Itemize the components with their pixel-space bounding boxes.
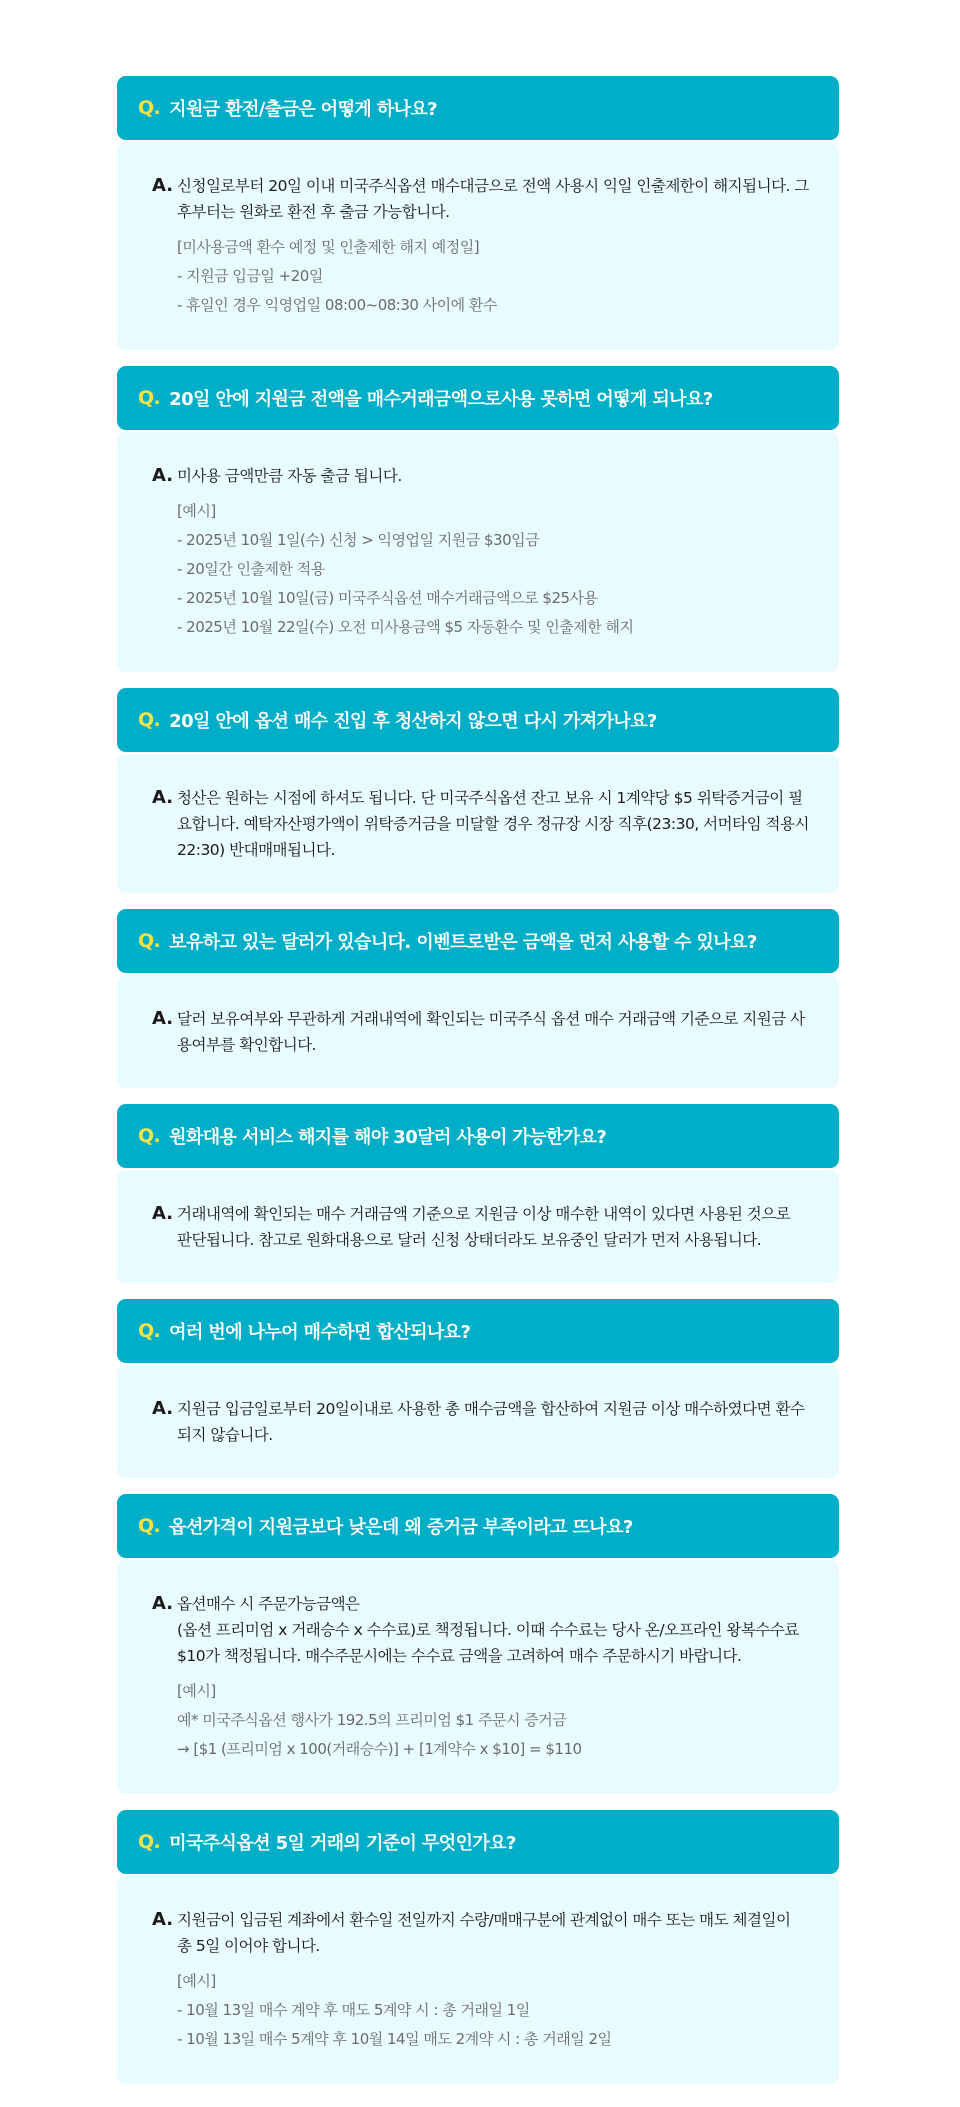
answer-mark-label: A. [152, 1593, 174, 1614]
answer-mark-label: A. [152, 1203, 174, 1224]
faq-question-bar[interactable] [117, 1299, 839, 1363]
answer-mark-label: A. [152, 1008, 174, 1029]
question-mark-label: Q. [138, 930, 161, 952]
note-line: - 10월 13일 매수 5계약 후 10월 14일 매도 2계약 시 : 총 거래일 2일 [177, 2030, 612, 2048]
note-line: - 2025년 10월 22일(수) 오전 미사용금액 $5 자동환수 및 인출제한 해지 [177, 618, 634, 636]
faq-question: 보유하고 있는 달러가 있습니다. 이벤트로받은 금액을 먼저 사용할 수 있나요? [169, 932, 757, 953]
note-line: 예* 미국주식옵션 행사가 192.5의 프리미엄 $1 주문시 증거금 [177, 1711, 567, 1729]
faq-answer-panel [117, 1876, 839, 2084]
question-mark-label: Q. [138, 709, 161, 731]
faq-item [117, 76, 839, 350]
note-line: - 휴일인 경우 익영업일 08:00~08:30 사이에 환수 [177, 296, 497, 314]
faq-answer-panel [117, 1365, 839, 1478]
question-mark-label: Q. [138, 1125, 161, 1147]
faq-answer-panel [117, 754, 839, 893]
question-mark-label: Q. [138, 97, 161, 119]
faq-answer-panel [117, 142, 839, 350]
faq-item [117, 366, 839, 672]
faq-question: 20일 안에 지원금 전액을 매수거래금액으로사용 못하면 어떻게 되나요? [169, 389, 713, 410]
faq-answer: 지원금 입금일로부터 20일이내로 사용한 총 매수금액을 합산하여 지원금 이상 매수하였다면 환수되지 않습니다. [177, 1400, 805, 1444]
faq-question-bar[interactable] [117, 1494, 839, 1558]
faq-question: 지원금 환전/출금은 어떻게 하나요? [169, 99, 438, 120]
note-line: [미사용금액 환수 예정 및 인출제한 해지 예정일] [177, 238, 480, 256]
faq-question: 20일 안에 옵션 매수 진입 후 청산하지 않으면 다시 가져가나요? [169, 711, 657, 732]
faq-item [117, 688, 839, 893]
faq-notes [177, 497, 809, 642]
faq-answer-panel [117, 975, 839, 1088]
faq-answer: 신청일로부터 20일 이내 미국주식옵션 매수대금으로 전액 사용시 익일 인출제한이 해지됩니다. 그 후부터는 원화로 환전 후 출금 가능합니다. [177, 177, 809, 221]
faq-question-bar[interactable] [117, 366, 839, 430]
note-line: [예시] [177, 1972, 216, 1990]
question-mark-label: Q. [138, 1515, 161, 1537]
faq-answer-panel [117, 1560, 839, 1794]
faq-question-bar[interactable] [117, 1810, 839, 1874]
faq-notes [177, 233, 809, 320]
faq-question: 원화대용 서비스 해지를 해야 30달러 사용이 가능한가요? [169, 1127, 607, 1148]
note-line: - 2025년 10월 10일(금) 미국주식옵션 매수거래금액으로 $25사용 [177, 589, 598, 607]
faq-answer: 거래내역에 확인되는 매수 거래금액 기준으로 지원금 이상 매수한 내역이 있다면 사용된 것으로 판단됩니다. 참고로 원화대용으로 달러 신청 상태더라도 보유중인 달러가 먼저 사용됩니다. [177, 1205, 791, 1249]
question-mark-label: Q. [138, 1320, 161, 1342]
faq-answer: 옵션매수 시 주문가능금액은 (옵션 프리미엄 x 거래승수 x 수수료)로 책정됩니다. 이때 수수료는 당사 온/오프라인 왕복수수료 $10가 책정됩니다. 매수주문시에는 수수료 금액을 고려하여 매수 주문하시기 바랍니다. [177, 1595, 799, 1665]
faq-question-bar[interactable] [117, 688, 839, 752]
note-line: - 20일간 인출제한 적용 [177, 560, 325, 578]
faq-item [117, 1494, 839, 1794]
faq-answer-panel [117, 432, 839, 672]
faq-answer: 지원금이 입금된 계좌에서 환수일 전일까지 수량/매매구분에 관계없이 매수 또는 매도 체결일이 총 5일 이어야 합니다. [177, 1911, 791, 1955]
faq-question: 여러 번에 나누어 매수하면 합산되나요? [169, 1322, 471, 1343]
faq-question: 미국주식옵션 5일 거래의 기준이 무엇인가요? [169, 1833, 516, 1854]
answer-mark-label: A. [152, 465, 174, 486]
note-line: - 2025년 10월 1일(수) 신청 > 익영업일 지원금 $30입금 [177, 531, 540, 549]
question-mark-label: Q. [138, 1831, 161, 1853]
answer-mark-label: A. [152, 175, 174, 196]
note-line: [예시] [177, 1682, 216, 1700]
faq-notes [177, 1677, 809, 1764]
faq-answer: 달러 보유여부와 무관하게 거래내역에 확인되는 미국주식 옵션 매수 거래금액 기준으로 지원금 사용여부를 확인합니다. [177, 1010, 805, 1054]
faq-question-bar[interactable] [117, 909, 839, 973]
faq-answer: 청산은 원하는 시점에 하셔도 됩니다. 단 미국주식옵션 잔고 보유 시 1계약당 $5 위탁증거금이 필요합니다. 예탁자산평가액이 위탁증거금을 미달할 경우 정규장 시장 직후(23:30, 서머타임 적용시 22:30) 반대매매됩니다. [177, 789, 809, 859]
answer-mark-label: A. [152, 1909, 174, 1930]
question-mark-label: Q. [138, 387, 161, 409]
faq-item [117, 1810, 839, 2084]
faq-question: 옵션가격이 지원금보다 낮은데 왜 증거금 부족이라고 뜨나요? [169, 1517, 633, 1538]
faq-item [117, 909, 839, 1088]
faq-answer-panel [117, 1170, 839, 1283]
faq-question-bar[interactable] [117, 76, 839, 140]
faq-notes [177, 1967, 809, 2054]
faq-item [117, 1299, 839, 1478]
faq-list [117, 76, 839, 2100]
note-line: - 지원금 입금일 +20일 [177, 267, 323, 285]
answer-mark-label: A. [152, 1398, 174, 1419]
answer-mark-label: A. [152, 787, 174, 808]
note-line: → [$1 (프리미엄 x 100(거래승수)] + [1계약수 x $10] = $110 [177, 1740, 582, 1758]
faq-question-bar[interactable] [117, 1104, 839, 1168]
note-line: [예시] [177, 502, 216, 520]
note-line: - 10월 13일 매수 계약 후 매도 5계약 시 : 총 거래일 1일 [177, 2001, 530, 2019]
faq-answer: 미사용 금액만큼 자동 출금 됩니다. [177, 467, 402, 485]
faq-item [117, 1104, 839, 1283]
